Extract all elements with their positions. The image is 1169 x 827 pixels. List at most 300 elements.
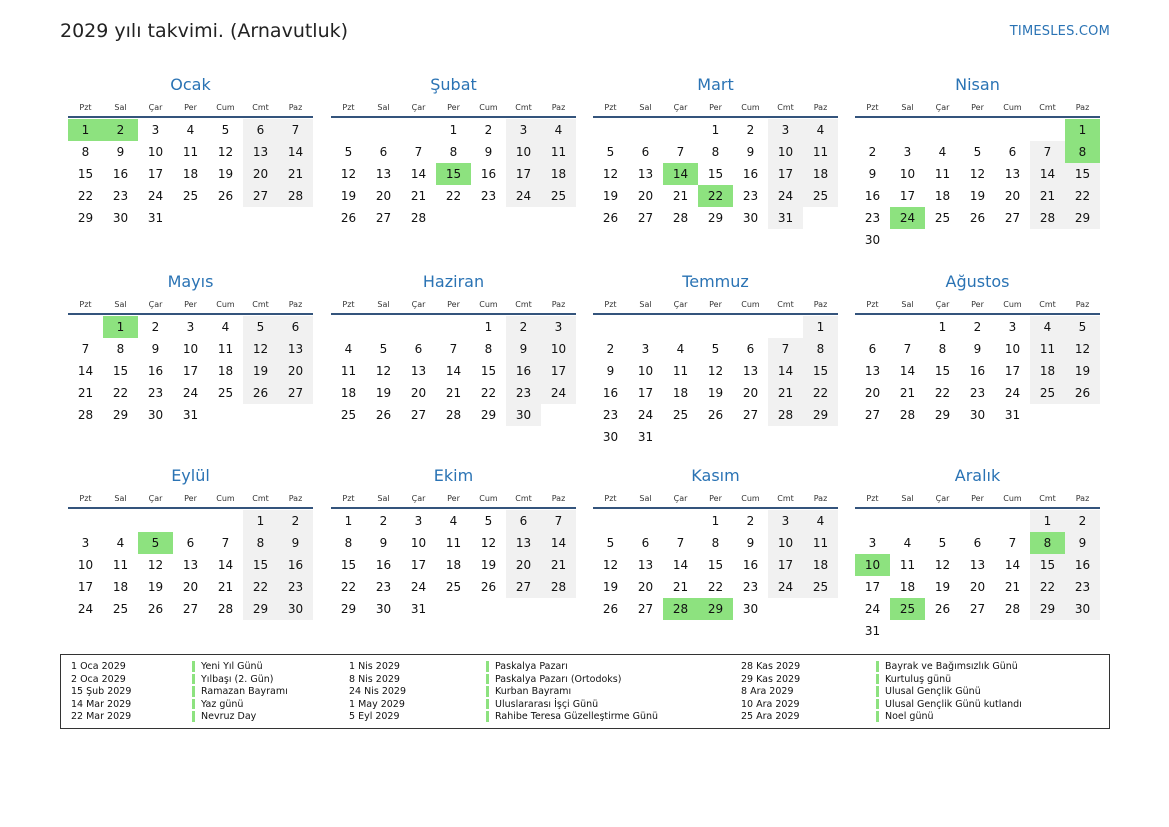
- day-cell: 5: [221, 123, 230, 137]
- legend-name: Ulusal Gençlik Günü: [885, 686, 981, 697]
- weekday-label: Cum: [1003, 103, 1022, 112]
- day-cell: 7: [541, 510, 576, 532]
- month-block: [593, 271, 838, 448]
- weekday-label: Çar: [935, 300, 950, 309]
- day-cell: 19: [969, 189, 986, 203]
- weekday-header: [593, 99, 838, 118]
- day-cell: 17: [1004, 364, 1021, 378]
- day-cell: 16: [864, 189, 881, 203]
- weekday-label: Paz: [1075, 300, 1090, 309]
- weekday-label: Cmt: [252, 103, 269, 112]
- month-name: Ekim: [433, 466, 474, 485]
- day-cell: 17: [768, 554, 803, 576]
- day-cell: 25: [112, 602, 129, 616]
- day-grid: [68, 118, 313, 229]
- weekday-label: Per: [971, 103, 984, 112]
- month-block: [331, 74, 576, 229]
- site-link[interactable]: TIMESLES.COM: [1009, 24, 1110, 39]
- empty-cell: [855, 119, 890, 141]
- legend-date: 5 Eyl 2029: [349, 711, 400, 722]
- day-cell: 30: [506, 404, 541, 426]
- empty-cell: [138, 510, 173, 532]
- day-cell: 2: [746, 123, 755, 137]
- weekday-label: Cmt: [1039, 300, 1056, 309]
- day-cell: 11: [803, 141, 838, 163]
- empty-cell: [593, 316, 628, 338]
- day-cell: 28: [899, 408, 916, 422]
- day-cell: 25: [890, 598, 925, 620]
- day-cell: 16: [602, 386, 619, 400]
- day-cell: 12: [707, 364, 724, 378]
- empty-cell: [960, 510, 995, 532]
- empty-cell: [960, 620, 995, 642]
- day-cell: 22: [445, 189, 462, 203]
- day-cell: 9: [484, 145, 493, 159]
- day-cell: 1: [243, 510, 278, 532]
- day-cell: 11: [182, 145, 199, 159]
- day-cell: 25: [934, 211, 951, 225]
- day-cell: 3: [506, 119, 541, 141]
- day-cell: 18: [541, 163, 576, 185]
- weekday-label: Per: [709, 103, 722, 112]
- day-cell: 16: [742, 558, 759, 572]
- weekday-header: [68, 99, 313, 118]
- empty-cell: [925, 510, 960, 532]
- day-cell: 27: [742, 408, 759, 422]
- weekday-label: Çar: [935, 494, 950, 503]
- day-cell: 6: [186, 536, 195, 550]
- day-cell: 19: [340, 189, 357, 203]
- day-cell: 2: [151, 320, 160, 334]
- legend-date: 8 Ara 2029: [741, 686, 794, 697]
- day-cell: 30: [112, 211, 129, 225]
- weekday-label: Paz: [1075, 494, 1090, 503]
- weekday-label: Paz: [1075, 103, 1090, 112]
- day-cell: 25: [445, 580, 462, 594]
- day-cell: 28: [768, 404, 803, 426]
- day-cell: 19: [217, 167, 234, 181]
- day-cell: 5: [344, 145, 353, 159]
- weekday-label: Çar: [148, 494, 163, 503]
- weekday-label: Paz: [813, 103, 828, 112]
- day-cell: 14: [1004, 558, 1021, 572]
- day-cell: 16: [375, 558, 392, 572]
- legend-date: 10 Ara 2029: [741, 698, 800, 710]
- day-cell: 12: [480, 536, 497, 550]
- weekday-label: Per: [184, 300, 197, 309]
- day-cell: 7: [1030, 141, 1065, 163]
- empty-cell: [768, 598, 803, 620]
- day-cell: 2: [868, 145, 877, 159]
- day-cell: 10: [768, 141, 803, 163]
- day-cell: 12: [243, 338, 278, 360]
- weekday-label: Sal: [901, 300, 914, 309]
- legend-date: 29 Kas 2029: [741, 673, 801, 685]
- day-cell: 2: [606, 342, 615, 356]
- day-cell: 27: [637, 211, 654, 225]
- empty-cell: [663, 510, 698, 532]
- weekday-label: Çar: [935, 103, 950, 112]
- empty-cell: [698, 426, 733, 448]
- empty-cell: [768, 426, 803, 448]
- day-cell: 10: [77, 558, 94, 572]
- legend-marker-col-1: [192, 661, 195, 723]
- day-cell: 14: [77, 364, 94, 378]
- weekday-label: Cum: [479, 300, 498, 309]
- day-cell: 9: [973, 342, 982, 356]
- legend-date: 22 Mar 2029: [71, 711, 132, 722]
- day-cell: 2: [484, 123, 493, 137]
- day-cell: 29: [77, 211, 94, 225]
- legend-name: Nevruz Day: [201, 711, 257, 722]
- day-cell: 24: [410, 580, 427, 594]
- weekday-label: Çar: [673, 494, 688, 503]
- day-cell: 4: [186, 123, 195, 137]
- day-cell: 20: [637, 580, 654, 594]
- day-cell: 13: [182, 558, 199, 572]
- weekday-label: Per: [971, 494, 984, 503]
- day-cell: 11: [1030, 338, 1065, 360]
- day-cell: 24: [768, 185, 803, 207]
- day-cell: 12: [340, 167, 357, 181]
- day-cell: 2: [973, 320, 982, 334]
- weekday-label: Cmt: [1039, 494, 1056, 503]
- day-cell: 29: [480, 408, 497, 422]
- day-cell: 1: [68, 119, 103, 141]
- day-cell: 4: [541, 119, 576, 141]
- day-cell: 28: [541, 576, 576, 598]
- day-cell: 7: [81, 342, 90, 356]
- day-cell: 21: [541, 554, 576, 576]
- day-cell: 21: [445, 386, 462, 400]
- day-cell: 15: [707, 167, 724, 181]
- day-cell: 4: [803, 119, 838, 141]
- day-cell: 29: [803, 404, 838, 426]
- day-cell: 20: [1004, 189, 1021, 203]
- day-cell: 27: [410, 408, 427, 422]
- weekday-label: Sal: [114, 103, 127, 112]
- day-cell: 3: [541, 316, 576, 338]
- legend-name: Uluslararası İşçi Günü: [495, 698, 599, 710]
- day-cell: 1: [103, 316, 138, 338]
- day-cell: 6: [379, 145, 388, 159]
- day-cell: 16: [742, 167, 759, 181]
- day-cell: 15: [340, 558, 357, 572]
- empty-cell: [173, 207, 208, 229]
- day-grid: [855, 315, 1100, 426]
- weekday-label: Cmt: [252, 494, 269, 503]
- weekday-label: Cmt: [515, 103, 532, 112]
- day-cell: 24: [890, 207, 925, 229]
- weekday-label: Sal: [377, 494, 390, 503]
- day-cell: 8: [711, 145, 720, 159]
- day-cell: 20: [864, 386, 881, 400]
- day-cell: 24: [864, 602, 881, 616]
- weekday-label: Pzt: [79, 494, 92, 503]
- day-cell: 9: [116, 145, 125, 159]
- day-cell: 3: [81, 536, 90, 550]
- empty-cell: [995, 510, 1030, 532]
- day-cell: 21: [1004, 580, 1021, 594]
- empty-cell: [803, 207, 838, 229]
- day-cell: 5: [484, 514, 493, 528]
- empty-cell: [1030, 620, 1065, 642]
- empty-cell: [593, 119, 628, 141]
- day-cell: 23: [864, 211, 881, 225]
- day-cell: 11: [672, 364, 689, 378]
- day-cell: 27: [637, 602, 654, 616]
- day-cell: 16: [147, 364, 164, 378]
- day-cell: 28: [278, 185, 313, 207]
- day-cell: 26: [602, 602, 619, 616]
- day-cell: 10: [899, 167, 916, 181]
- day-cell: 21: [217, 580, 234, 594]
- day-cell: 31: [637, 430, 654, 444]
- legend-date: 15 Şub 2029: [71, 686, 132, 697]
- day-cell: 5: [1065, 316, 1100, 338]
- empty-cell: [103, 510, 138, 532]
- month-name: Haziran: [422, 272, 485, 291]
- empty-cell: [855, 510, 890, 532]
- day-cell: 11: [445, 536, 462, 550]
- weekday-header: [855, 490, 1100, 509]
- day-cell: 19: [480, 558, 497, 572]
- day-cell: 14: [410, 167, 427, 181]
- legend-name: Ramazan Bayramı: [201, 686, 288, 697]
- day-cell: 11: [112, 558, 129, 572]
- day-cell: 8: [711, 536, 720, 550]
- empty-cell: [995, 229, 1030, 251]
- day-cell: 14: [768, 360, 803, 382]
- day-cell: 1: [711, 123, 720, 137]
- day-cell: 20: [278, 360, 313, 382]
- weekday-label: Sal: [639, 300, 652, 309]
- empty-cell: [68, 316, 103, 338]
- day-cell: 5: [938, 536, 947, 550]
- weekday-label: Çar: [148, 300, 163, 309]
- day-cell: 11: [899, 558, 916, 572]
- day-cell: 23: [602, 408, 619, 422]
- weekday-label: Çar: [411, 300, 426, 309]
- month-name: Ocak: [170, 75, 211, 94]
- month-name: Şubat: [430, 75, 477, 94]
- weekday-label: Sal: [901, 494, 914, 503]
- weekday-header: [331, 99, 576, 118]
- day-cell: 15: [1065, 163, 1100, 185]
- empty-cell: [331, 119, 366, 141]
- empty-cell: [1065, 229, 1100, 251]
- empty-cell: [1030, 404, 1065, 426]
- legend-date: 8 Nis 2029: [349, 673, 400, 685]
- day-cell: 22: [112, 386, 129, 400]
- day-grid: [68, 315, 313, 426]
- legend-name: Rahibe Teresa Güzelleştirme Günü: [495, 711, 659, 722]
- empty-cell: [278, 404, 313, 426]
- month-name: Mayıs: [167, 272, 214, 291]
- day-cell: 10: [1004, 342, 1021, 356]
- month-block: [68, 74, 313, 229]
- empty-cell: [768, 316, 803, 338]
- day-cell: 19: [602, 189, 619, 203]
- empty-cell: [541, 207, 576, 229]
- day-cell: 27: [506, 576, 541, 598]
- day-cell: 31: [147, 211, 164, 225]
- day-cell: 25: [1030, 382, 1065, 404]
- day-cell: 19: [147, 580, 164, 594]
- weekday-label: Paz: [288, 103, 303, 112]
- legend-date: 1 Nis 2029: [349, 661, 400, 672]
- weekday-label: Çar: [411, 103, 426, 112]
- month-name: Eylül: [171, 466, 210, 485]
- month-block: [331, 465, 576, 620]
- day-cell: 9: [379, 536, 388, 550]
- empty-cell: [68, 510, 103, 532]
- day-cell: 7: [676, 145, 685, 159]
- day-cell: 13: [243, 141, 278, 163]
- day-cell: 3: [768, 119, 803, 141]
- empty-cell: [1030, 229, 1065, 251]
- day-cell: 9: [746, 536, 755, 550]
- empty-cell: [366, 316, 401, 338]
- day-cell: 18: [1030, 360, 1065, 382]
- day-cell: 18: [217, 364, 234, 378]
- day-grid: [331, 509, 576, 620]
- weekday-label: Per: [447, 103, 460, 112]
- day-cell: 17: [410, 558, 427, 572]
- day-cell: 30: [602, 430, 619, 444]
- day-cell: 24: [541, 382, 576, 404]
- weekday-label: Cum: [216, 300, 235, 309]
- day-cell: 27: [375, 211, 392, 225]
- empty-cell: [436, 598, 471, 620]
- empty-cell: [995, 119, 1030, 141]
- day-cell: 15: [707, 558, 724, 572]
- day-cell: 14: [278, 141, 313, 163]
- day-cell: 20: [969, 580, 986, 594]
- day-cell: 18: [934, 189, 951, 203]
- weekday-label: Cmt: [777, 300, 794, 309]
- month-block: [593, 465, 838, 620]
- day-cell: 15: [480, 364, 497, 378]
- legend-date: 28 Kas 2029: [741, 661, 801, 672]
- day-cell: 6: [641, 145, 650, 159]
- day-grid: [855, 509, 1100, 642]
- empty-cell: [663, 426, 698, 448]
- day-cell: 12: [217, 145, 234, 159]
- empty-cell: [1030, 119, 1065, 141]
- weekday-label: Cum: [479, 103, 498, 112]
- weekday-label: Pzt: [866, 300, 879, 309]
- day-cell: 29: [112, 408, 129, 422]
- day-cell: 4: [676, 342, 685, 356]
- empty-cell: [1065, 620, 1100, 642]
- day-grid: [855, 118, 1100, 251]
- day-cell: 24: [147, 189, 164, 203]
- day-cell: 13: [742, 364, 759, 378]
- day-cell: 12: [375, 364, 392, 378]
- weekday-label: Paz: [551, 103, 566, 112]
- day-cell: 7: [768, 338, 803, 360]
- empty-cell: [628, 316, 663, 338]
- day-cell: 29: [1030, 598, 1065, 620]
- day-cell: 28: [663, 598, 698, 620]
- empty-cell: [733, 426, 768, 448]
- weekday-label: Sal: [377, 300, 390, 309]
- day-cell: 9: [868, 167, 877, 181]
- day-cell: 23: [278, 576, 313, 598]
- weekday-label: Çar: [148, 103, 163, 112]
- empty-cell: [436, 316, 471, 338]
- empty-cell: [173, 510, 208, 532]
- empty-cell: [278, 207, 313, 229]
- weekday-label: Paz: [551, 300, 566, 309]
- weekday-label: Cum: [1003, 494, 1022, 503]
- day-cell: 5: [606, 145, 615, 159]
- day-cell: 22: [480, 386, 497, 400]
- legend-name: Yeni Yıl Günü: [201, 661, 263, 672]
- weekday-header: [593, 296, 838, 315]
- day-cell: 14: [672, 558, 689, 572]
- day-cell: 12: [147, 558, 164, 572]
- day-cell: 12: [1065, 338, 1100, 360]
- day-cell: 12: [602, 558, 619, 572]
- weekday-label: Per: [709, 494, 722, 503]
- day-cell: 18: [803, 554, 838, 576]
- day-cell: 8: [344, 536, 353, 550]
- day-cell: 22: [1065, 185, 1100, 207]
- weekday-label: Cmt: [252, 300, 269, 309]
- weekday-label: Cmt: [777, 494, 794, 503]
- weekday-label: Sal: [639, 103, 652, 112]
- day-cell: 17: [768, 163, 803, 185]
- day-cell: 18: [672, 386, 689, 400]
- day-cell: 13: [278, 338, 313, 360]
- day-cell: 15: [77, 167, 94, 181]
- day-cell: 8: [116, 342, 125, 356]
- day-cell: 18: [112, 580, 129, 594]
- day-cell: 1: [1065, 119, 1100, 141]
- day-cell: 26: [934, 602, 951, 616]
- weekday-label: Pzt: [79, 103, 92, 112]
- day-cell: 27: [1004, 211, 1021, 225]
- day-cell: 20: [506, 554, 541, 576]
- empty-cell: [208, 404, 243, 426]
- day-cell: 13: [1004, 167, 1021, 181]
- day-cell: 21: [899, 386, 916, 400]
- day-cell: 7: [414, 145, 423, 159]
- legend-date: 1 Oca 2029: [71, 661, 126, 672]
- day-cell: 29: [1065, 207, 1100, 229]
- day-cell: 28: [1030, 207, 1065, 229]
- empty-cell: [208, 207, 243, 229]
- day-cell: 31: [864, 624, 881, 638]
- day-cell: 19: [707, 386, 724, 400]
- day-cell: 25: [672, 408, 689, 422]
- day-cell: 22: [1030, 576, 1065, 598]
- legend-name: Kurtuluş günü: [885, 673, 952, 685]
- day-cell: 6: [641, 536, 650, 550]
- day-grid: [593, 315, 838, 448]
- day-cell: 6: [243, 119, 278, 141]
- empty-cell: [995, 620, 1030, 642]
- day-cell: 27: [243, 185, 278, 207]
- day-cell: 19: [602, 580, 619, 594]
- weekday-label: Paz: [813, 300, 828, 309]
- day-cell: 8: [81, 145, 90, 159]
- day-cell: 8: [449, 145, 458, 159]
- weekday-header: [68, 296, 313, 315]
- legend-name: Paskalya Pazarı: [495, 661, 568, 672]
